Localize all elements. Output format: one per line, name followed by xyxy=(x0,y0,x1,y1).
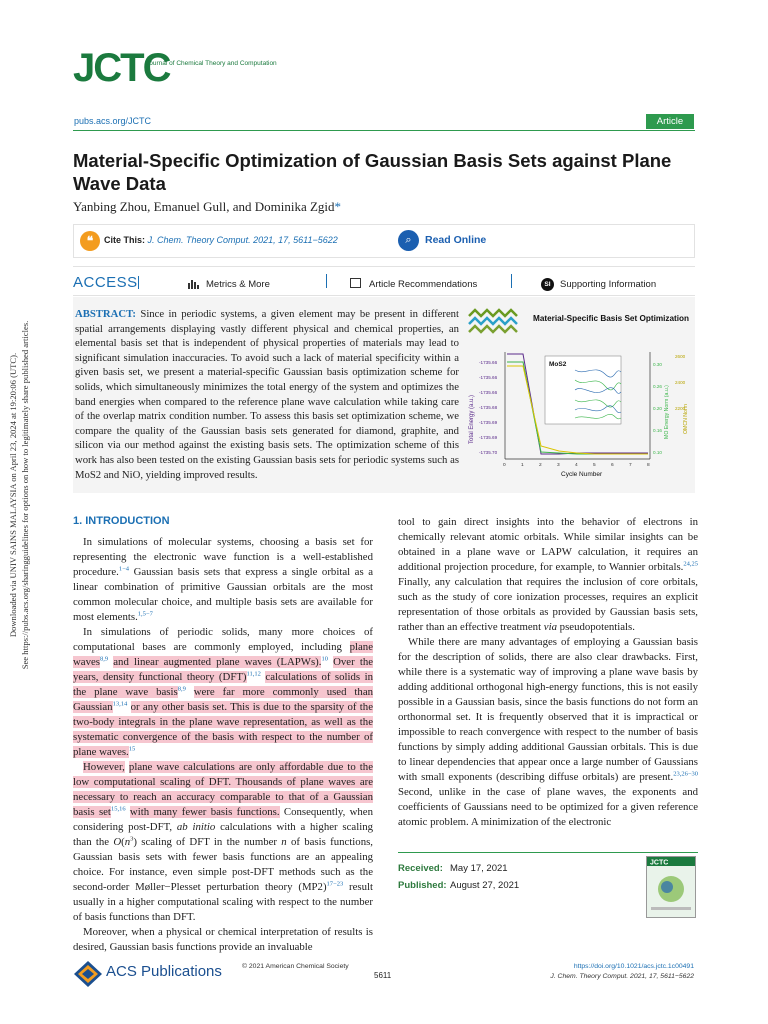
body-paragraph: While there are many advantages of employing a Gaussian basis for the description of solids, there are also clear drawbacks. First, while there is a systematic way of improving a plane wave basis by adding additional orthogonal high-energy functions, this is not easily possible in a Gaussian basis, since the basis functions do not form an orthonormal set. It is frequently observed that it is impractical or impossible to reach convergence with respect to the number of basis functions by simply adding additional Gaussian orbitals. This is due to linear dependencies that appear once a large number of Gaussians with small exponents (describing diffuse orbitals) are present.$^{23,26-30}$ Second, unlike in the case of plane waves, the exponents and coefficients of Gaussians need to be optimized for a given reference atomic problem. A minimization of the electronic xyxy=(398,636,698,828)
citation-link[interactable]: 8,9 xyxy=(177,685,186,693)
section-heading: 1. INTRODUCTION xyxy=(73,515,170,527)
body-paragraph: However, plane wave calculations are only affordable due to the low computational scaling of DFT. Thousands of plane waves are necessary to reach an accuracy comparable to that of a Gaussian basis set$^{15,16}$ with many fewer basis functions. Consequently, when considering post-DFT, ab initio calculations with a higher scaling than the $O(n^3)$ scaling of DFT in the number n of basis functions, Gaussian basis sets with fewer basis functions are an appealing choice. For instance, even simple post-DFT methods such as the second-order Møller−Plesset perturbation theory $(MP2)^{17-23}$ result usually in a higher computational scaling with respect to the number of basis functions than DFT. xyxy=(73,761,374,923)
metrics-link[interactable]: Metrics & More xyxy=(206,279,270,290)
x-tick-label: 4 xyxy=(575,463,578,468)
citation-link[interactable]: 11,12 xyxy=(246,670,261,678)
citation-link[interactable]: 15,16 xyxy=(110,805,126,813)
body-column-right xyxy=(398,515,698,830)
article-type-badge: Article xyxy=(646,114,694,129)
x-tick-label: 6 xyxy=(611,463,614,468)
toc-graphic xyxy=(465,304,695,484)
publication-dates xyxy=(398,860,519,894)
access-separator xyxy=(326,274,327,288)
bar-chart-icon[interactable] xyxy=(188,279,200,291)
cite-reference-link[interactable]: J. Chem. Theory Comput. 2021, 17, 5611−5622 xyxy=(147,235,338,245)
journal-logo[interactable]: JCTC xyxy=(73,46,170,90)
abstract-text: Since in periodic systems, a given element may be present in different spatial arrangements displaying vastly different physical and chemical properties, an elemental basis set that is independent of physical properties of materials may lead to significant simulation inaccuracies. To avoid such a lack of material specificity within a given basis set, we present a material-specific Gaussian basis optimization scheme for solids, which simultaneously minimizes the total energy of the system and optimizes the band energies when compared to the reference plane wave calculation while taking care of the overlap matrix condition number. To assess this basis set optimization scheme, we compare the quality of the Gaussian basis sets generated for diamond, graphite, and silicon via our method against the existing basis sets. The optimization scheme of this work has also been tested on the existing Gaussian basis sets for periodic systems such as MoS2 and NiO, yielding improved results. xyxy=(75,308,459,481)
page-number: 5611 xyxy=(374,971,392,980)
cite-label: Cite This: xyxy=(104,235,146,245)
crystal-structure-icon xyxy=(469,310,517,332)
y3-tick-label: 2600 xyxy=(675,354,686,359)
received-date: May 17, 2021 xyxy=(450,863,508,874)
doi-link[interactable]: https://doi.org/10.1021/acs.jctc.1c00491 xyxy=(573,963,694,970)
citation-link[interactable]: 23,26−30 xyxy=(673,770,698,778)
y-tick-label: -1735.68 xyxy=(479,405,498,410)
toc-title: Material-Specific Basis Set Optimization xyxy=(533,314,690,323)
recommendations-link[interactable]: Article Recommendations xyxy=(369,279,478,290)
download-notice-line2: See https://pubs.acs.org/sharingguidelines for options on how to legitimately share published articles. xyxy=(20,320,30,670)
citation-link[interactable]: 17−23 xyxy=(326,880,344,888)
y-axis-label-right1: MO Energy Norm (a.u.) xyxy=(664,385,670,439)
document-icon[interactable] xyxy=(350,278,361,288)
y-tick-label: -1735.66 xyxy=(479,375,498,380)
read-online-button[interactable]: Read Online xyxy=(425,234,487,246)
journal-reference: J. Chem. Theory Comput. 2021, 17, 5611−5622 xyxy=(550,973,694,980)
inset-label: MoS2 xyxy=(549,361,567,368)
body-column-left xyxy=(73,535,373,955)
y-tick-label: -1735.66 xyxy=(479,390,498,395)
body-paragraph: Moreover, when a physical or chemical interpretation of results is desired, Gaussian basis functions provide an invaluable xyxy=(73,926,373,953)
y-tick-label: -1735.69 xyxy=(479,435,498,440)
x-tick-label: 5 xyxy=(593,463,596,468)
x-tick-label: 0 xyxy=(503,463,506,468)
x-tick-label: 1 xyxy=(521,463,524,468)
x-axis-label: Cycle Number xyxy=(561,471,603,478)
abstract-label: ABSTRACT: xyxy=(75,308,136,320)
download-notice xyxy=(7,315,37,675)
acs-logo-icon[interactable] xyxy=(74,961,102,987)
y2-tick-label: 0.20 xyxy=(653,406,662,411)
published-label: Published: xyxy=(398,880,447,891)
journal-url-link[interactable]: pubs.acs.org/JCTC xyxy=(74,116,152,126)
received-divider xyxy=(398,852,698,853)
y-axis-label-right2: OMCN Norm xyxy=(683,404,689,434)
journal-logo-subtitle: Journal of Chemical Theory and Computation xyxy=(146,60,277,67)
paper-title: Material-Specific Optimization of Gaussian Basis Sets against Plane Wave Data xyxy=(73,150,672,194)
corresponding-author-star[interactable]: * xyxy=(334,199,342,214)
doi-block xyxy=(520,962,694,982)
citation-link[interactable]: 1,5−7 xyxy=(137,610,153,618)
access-divider xyxy=(138,276,139,289)
x-tick-label: 2 xyxy=(539,463,542,468)
journal-cover-thumbnail[interactable] xyxy=(646,856,696,918)
access-label: ACCESS xyxy=(73,274,138,291)
citation-link[interactable]: 24,25 xyxy=(683,560,698,568)
y-tick-label: -1735.70 xyxy=(479,450,498,455)
y-tick-label: -1735.66 xyxy=(479,360,498,365)
copyright-notice: © 2021 American Chemical Society xyxy=(242,963,349,970)
citation-link[interactable]: 1−4 xyxy=(118,565,130,573)
svg-text:JCTC: JCTC xyxy=(650,859,669,867)
y2-tick-label: 0.10 xyxy=(653,450,662,455)
y2-tick-label: 0.26 xyxy=(653,384,662,389)
abstract xyxy=(75,307,459,482)
access-separator xyxy=(511,274,512,288)
published-date: August 27, 2021 xyxy=(450,880,520,891)
body-paragraph: In simulations of periodic solids, many more choices of computational bases are commonly employed, including plane waves$^{8,9}$ and linear augmented plane waves (LAPWs).$^{10}$ Over the years, density functional theory (DFT)$^{11,12}$ calculations of solids in the plane wave basis$^{8,9}$ were far more commonly used than Gaussian$^{13,14}$ or any other basis set. This is due to the sparsity of the two-body integrals in the plane wave representation, as well as the systematic convergence of the basis with respect to the number of plane waves.$^{15}$ xyxy=(73,626,374,758)
citation-link[interactable]: 8,9 xyxy=(99,655,109,663)
cite-this xyxy=(104,235,338,245)
x-tick-label: 7 xyxy=(629,463,632,468)
citation-link[interactable]: 13,14 xyxy=(112,700,128,708)
citation-link[interactable]: 10 xyxy=(321,655,328,663)
y-tick-label: -1735.69 xyxy=(479,420,498,425)
author-names: Yanbing Zhou, Emanuel Gull, and Dominika Zgid xyxy=(73,199,335,214)
body-paragraph: In simulations of molecular systems, choosing a basis set for representing the electronic wave function is a well-established procedure.$^{1-4}$ Gaussian basis sets that express a single orbital as a linear combination of primitive Gaussian orbitals are the most common molecular choice, and multiple basis sets are available for most elements.$^{1,5-7}$ xyxy=(73,536,373,623)
supporting-info-link[interactable]: Supporting Information xyxy=(560,279,657,290)
quote-icon[interactable]: ❝ xyxy=(80,231,100,251)
x-tick-label: 8 xyxy=(647,463,650,468)
y2-tick-label: 0.30 xyxy=(653,362,662,367)
supporting-info-icon[interactable]: SI xyxy=(541,278,554,291)
download-notice-line1: Downloaded via UNIV SAINS MALAYSIA on April 23, 2024 at 19:20:06 (UTC). xyxy=(8,352,18,638)
author-list xyxy=(73,199,341,215)
header-divider xyxy=(73,130,695,131)
y-axis-label-left: Total Energy (a.u.) xyxy=(469,394,475,444)
publisher-name[interactable]: ACS Publications xyxy=(106,963,222,980)
citation-link[interactable]: 15 xyxy=(128,745,136,753)
received-label: Received: xyxy=(398,863,443,874)
read-online-icon[interactable]: ⌕ xyxy=(398,230,419,251)
y2-tick-label: 0.16 xyxy=(653,428,662,433)
body-paragraph: tool to gain direct insights into the behavior of electrons in chemically relevant atomic orbitals. While similar insights can be obtained in a plane wave or LAPW calculation, it requires an additional projection procedure, for example, to Wannier orbitals.$^{24,25}$ Finally, any calculation that requires the inclusion of core orbitals, such as the study of core ionization processes, requires an explicit representation of those orbitals as provided by Gaussian basis sets, rather than an effective treatment via pseudopotentials. xyxy=(398,516,698,633)
y3-tick-label: 2400 xyxy=(675,380,686,385)
x-tick-label: 3 xyxy=(557,463,560,468)
y3-tick-label: 2200 xyxy=(675,406,686,411)
